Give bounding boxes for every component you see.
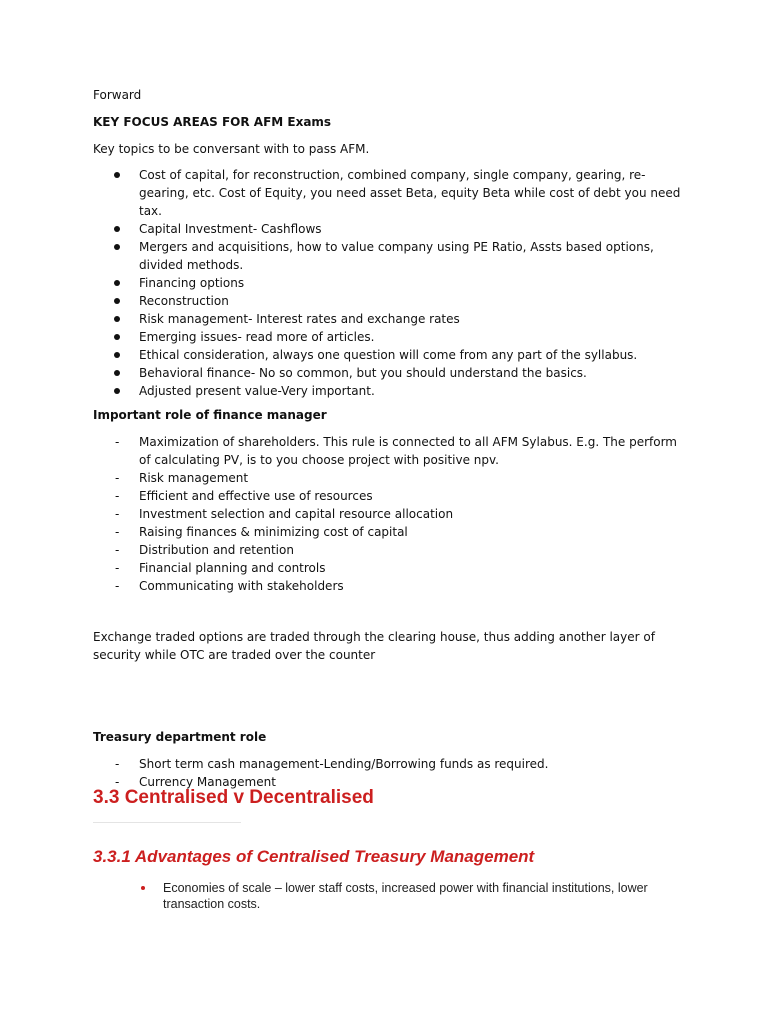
- document-body: [93, 86, 683, 797]
- forward-text: Forward: [93, 88, 142, 102]
- list-item: - Financial planning and controls: [93, 559, 683, 577]
- intro-text: Key topics to be conversant with to pass AFM.: [93, 142, 370, 156]
- list-item: - Efficient and effective use of resources: [93, 487, 683, 505]
- section-title: 3.3 Centralised v Decentralised: [93, 787, 374, 808]
- list-item: - Raising finances & minimizing cost of capital: [93, 523, 683, 541]
- list-item: Mergers and acquisitions, how to value company using PE Ratio, Assts based options, divided methods.: [93, 238, 683, 274]
- list-item: Ethical consideration, always one question will come from any part of the syllabus.: [93, 346, 683, 364]
- treasury-heading: Treasury department role: [93, 730, 267, 744]
- advantages-list: [93, 880, 693, 912]
- exchange-note: Exchange traded options are traded through the clearing house, thus adding another layer of security while OTC are traded over the counter: [93, 630, 655, 662]
- treasury-list: [93, 755, 683, 791]
- list-item: - Currency Management: [93, 773, 683, 791]
- list-item: - Communicating with stakeholders: [93, 577, 683, 595]
- list-item: Adjusted present value-Very important.: [93, 382, 683, 400]
- list-item: - Investment selection and capital resource allocation: [93, 505, 683, 523]
- list-item: Cost of capital, for reconstruction, combined company, single company, gearing, re-gearing, etc. Cost of Equity, you need asset Beta, equity Beta while cost of debt you need tax.: [93, 166, 683, 220]
- list-item: - Risk management: [93, 469, 683, 487]
- topics-list: [93, 166, 683, 400]
- role-heading: Important role of finance manager: [93, 408, 327, 422]
- list-item: Economies of scale – lower staff costs, increased power with financial institutions, lower transaction costs.: [93, 880, 693, 912]
- list-item: - Short term cash management-Lending/Borrowing funds as required.: [93, 755, 683, 773]
- list-item: Reconstruction: [93, 292, 683, 310]
- subsection-title: 3.3.1 Advantages of Centralised Treasury Management: [93, 847, 535, 866]
- roles-list: [93, 433, 683, 595]
- list-item: Behavioral finance- No so common, but you should understand the basics.: [93, 364, 683, 382]
- list-item: - Distribution and retention: [93, 541, 683, 559]
- list-item: Financing options: [93, 274, 683, 292]
- list-item: - Maximization of shareholders. This rule is connected to all AFM Sylabus. E.g. The perform of calculating PV, is to you choose project with positive npv.: [93, 433, 683, 469]
- list-item: Risk management- Interest rates and exchange rates: [93, 310, 683, 328]
- focus-heading: KEY FOCUS AREAS FOR AFM Exams: [93, 115, 332, 129]
- list-item: Emerging issues- read more of articles.: [93, 328, 683, 346]
- list-item: Capital Investment- Cashflows: [93, 220, 683, 238]
- section-divider: [93, 822, 241, 823]
